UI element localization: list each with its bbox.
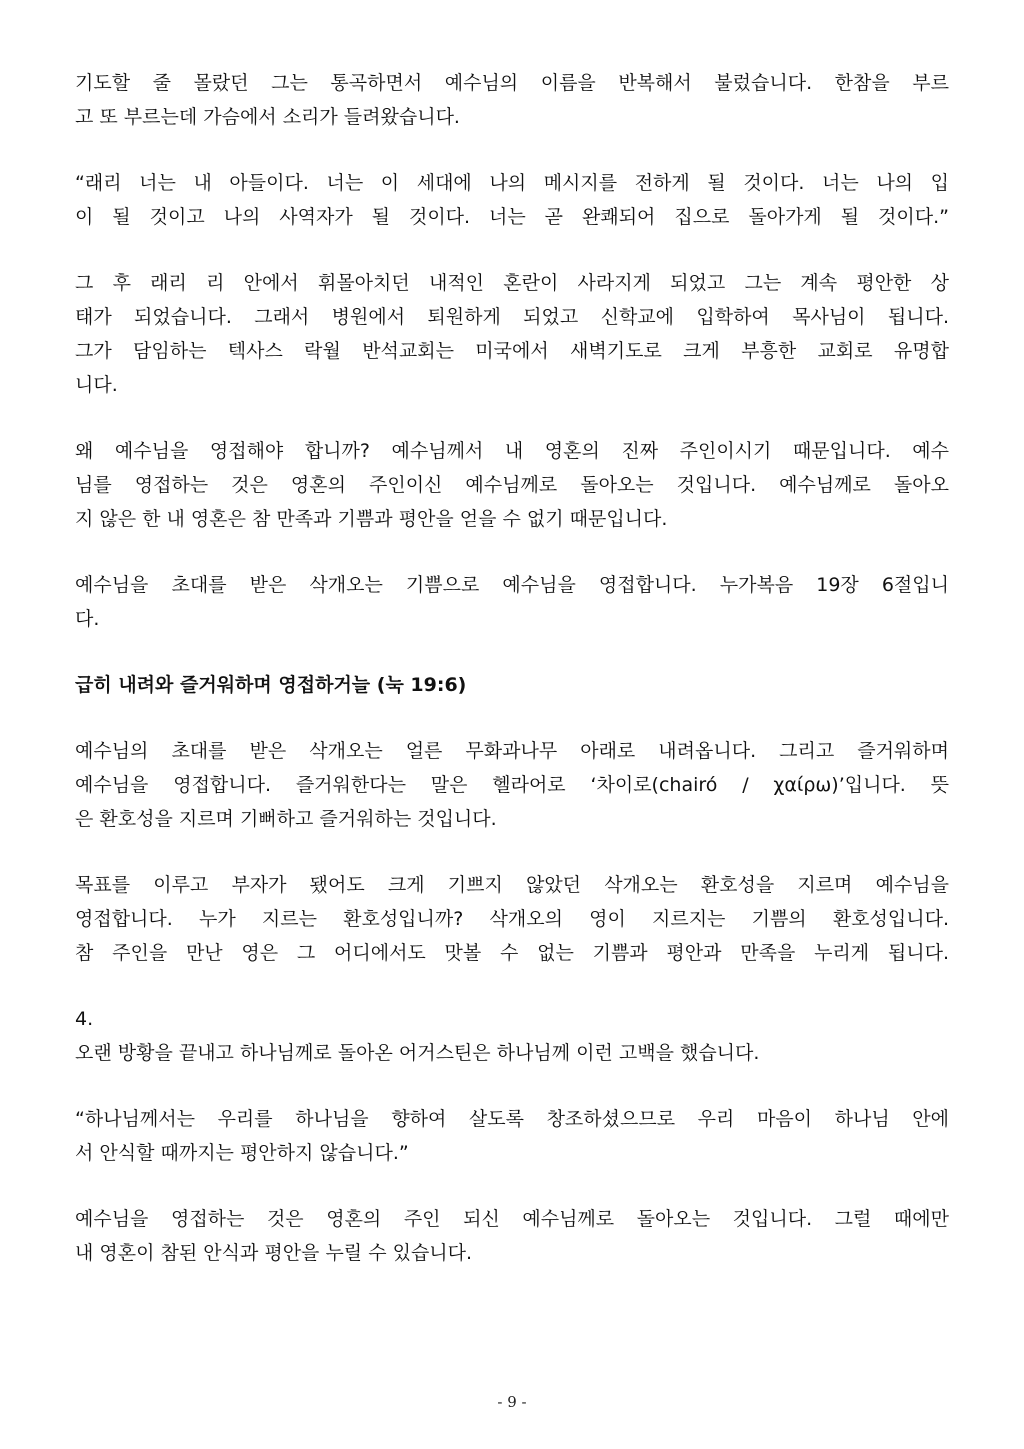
scripture-reference: 급히 내려와 즐거워하며 영접하거늘 (눅 19:6) [75, 674, 467, 696]
paragraph-5 [75, 568, 949, 636]
paragraph-3 [75, 266, 949, 402]
text-line: 은 환호성을 지르며 기뻐하고 즐거워하는 것입니다. [75, 808, 497, 830]
text-line: 서 안식할 때까지는 평안하지 않습니다.” [75, 1142, 409, 1164]
document-body [75, 66, 949, 1270]
text-line: 니다. [75, 374, 118, 396]
text-line: “하나님께서는 우리를 하나님을 향하여 살도록 창조하셨으므로 우리 마음이 하나님 안에 [75, 1108, 949, 1130]
paragraph-1 [75, 66, 949, 134]
paragraph-8 [75, 868, 949, 970]
text-line: 왜 예수님을 영접해야 합니까? 예수님께서 내 영혼의 진짜 주인이시기 때문입니다. 예수 [75, 440, 949, 462]
text-line: 내 영혼이 참된 안식과 평안을 누릴 수 있습니다. [75, 1242, 473, 1264]
text-line: 예수님의 초대를 받은 삭개오는 얼른 무화과나무 아래로 내려옵니다. 그리고 즐거워하며 [75, 740, 949, 762]
text-line: 이 될 것이고 나의 사역자가 될 것이다. 너는 곧 완쾌되어 집으로 돌아가게 될 것이다.” [75, 206, 949, 228]
paragraph-4 [75, 434, 949, 536]
text-line: 목표를 이루고 부자가 됐어도 크게 기쁘지 않았던 삭개오는 환호성을 지르며 예수님을 [75, 874, 949, 896]
text-line: 예수님을 영접하는 것은 영혼의 주인 되신 예수님께로 돌아오는 것입니다. 그럴 때에만 [75, 1208, 949, 1230]
page-number: - 9 - [497, 1393, 527, 1411]
paragraph-2 [75, 166, 949, 234]
text-line: 고 또 부르는데 가슴에서 소리가 들려왔습니다. [75, 106, 460, 128]
paragraph-11 [75, 1202, 949, 1270]
text-line: 님를 영접하는 것은 영혼의 주인이신 예수님께로 돌아오는 것입니다. 예수님께로 돌아오 [75, 474, 949, 496]
scripture-heading [75, 668, 949, 702]
text-line: 그가 담임하는 텍사스 락월 반석교회는 미국에서 새벽기도로 크게 부흥한 교회로 유명합 [75, 340, 949, 362]
section-number: 4. [75, 1008, 94, 1030]
paragraph-7 [75, 734, 949, 836]
text-line: 그 후 래리 리 안에서 휘몰아치던 내적인 혼란이 사라지게 되었고 그는 계속 평안한 상 [75, 272, 949, 294]
text-line: 태가 되었습니다. 그래서 병원에서 퇴원하게 되었고 신학교에 입학하여 목사님이 됩니다. [75, 306, 949, 328]
text-line: 예수님을 초대를 받은 삭개오는 기쁨으로 예수님을 영접합니다. 누가복음 19장 6절입니 [75, 574, 949, 596]
text-line: 다. [75, 608, 100, 630]
text-line: 예수님을 영접합니다. 즐거워한다는 말은 헬라어로 ‘차이로(chairó / χαίρω)’입니다. 뜻 [75, 774, 949, 796]
paragraph-10 [75, 1102, 949, 1170]
text-line: “래리 너는 내 아들이다. 너는 이 세대에 나의 메시지를 전하게 될 것이다. 너는 나의 입 [75, 172, 949, 194]
text-line: 오랜 방황을 끝내고 하나님께로 돌아온 어거스틴은 하나님께 이런 고백을 했습니다. [75, 1042, 760, 1064]
paragraph-9 [75, 1002, 949, 1070]
text-line: 참 주인을 만난 영은 그 어디에서도 맛볼 수 없는 기쁨과 평안과 만족을 누리게 됩니다. [75, 942, 949, 964]
text-line: 지 않은 한 내 영혼은 참 만족과 기쁨과 평안을 얻을 수 없기 때문입니다. [75, 508, 668, 530]
text-line: 영접합니다. 누가 지르는 환호성입니까? 삭개오의 영이 지르지는 기쁨의 환호성입니다. [75, 908, 949, 930]
text-line: 기도할 줄 몰랐던 그는 통곡하면서 예수님의 이름을 반복해서 불렀습니다. 한참을 부르 [75, 72, 949, 94]
